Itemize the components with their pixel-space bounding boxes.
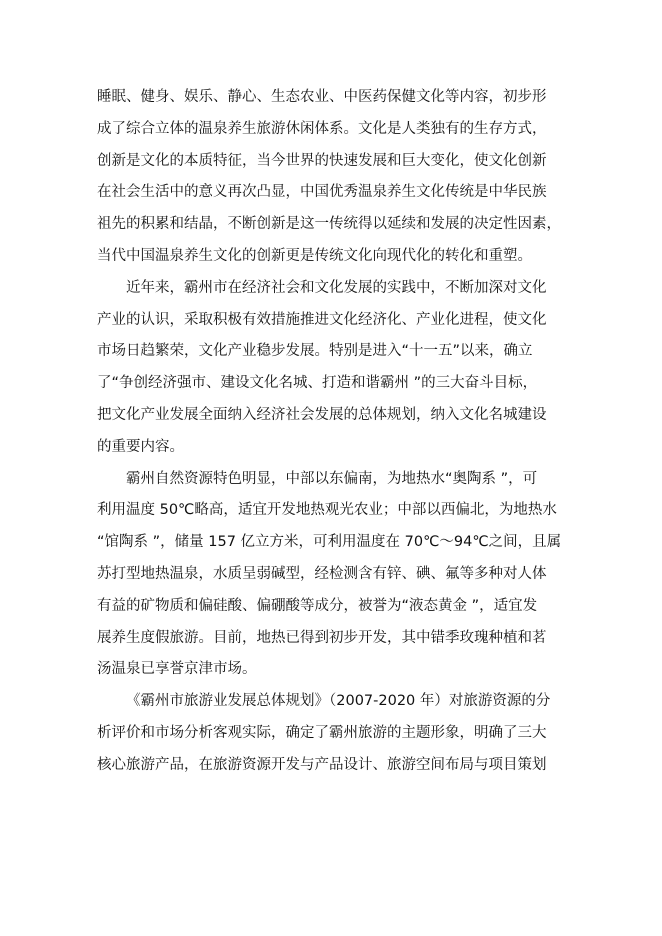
paragraph-4 xyxy=(97,686,589,781)
text-line: 近年来，霸州市在经济社会和文化发展的实践中，不断加深对文化 xyxy=(126,279,547,296)
text-line: 市场日趋繁荣，文化产业稳步发展。特别是进入“十一五”以来，确立 xyxy=(97,343,533,360)
text-line: 把文化产业发展全面纳入经济社会发展的总体规划，纳入文化名城建设 xyxy=(97,406,547,423)
text-line: 了“争创经济强市、建设文化名城、打造和谐霸州 ”的三大奋斗目标， xyxy=(97,375,538,392)
text-line: 祖先的积累和结晶，不断创新是这一传统得以延续和发展的决定性因素， xyxy=(97,216,561,233)
text-line: 产业的认识，采取积极有效措施推进文化经济化、产业化进程，使文化 xyxy=(97,311,547,328)
text-line: “馆陶系 ”，储量 157 亿立方米，可利用温度在 70℃～94℃之间，且属 xyxy=(97,534,562,551)
text-line: 析评价和市场分析客观实际，确定了霸州旅游的主题形象，明确了三大 xyxy=(97,724,547,741)
paragraph-3 xyxy=(97,464,589,687)
text-line: 展养生度假旅游。目前，地热已得到初步开发，其中错季玫瑰种植和茗 xyxy=(97,629,547,646)
text-line: 核心旅游产品，在旅游资源开发与产品设计、旅游空间布局与项目策划 xyxy=(97,756,547,773)
text-line: 的重要内容。 xyxy=(97,438,184,455)
text-line: 有益的矿物质和偏硅酸、偏硼酸等成分，被誉为“液态黄金 ”，适宜发 xyxy=(97,597,538,614)
text-line: 苏打型地热温泉，水质呈弱碱型，经检测含有锌、碘、氟等多种对人体 xyxy=(97,565,547,582)
document-page xyxy=(97,82,589,782)
text-line: 创新是文化的本质特征，当今世界的快速发展和巨大变化，使文化创新 xyxy=(97,152,547,169)
text-line: 汤温泉已享誉京津市场。 xyxy=(97,661,257,678)
paragraph-1 xyxy=(97,82,589,273)
text-line: 利用温度 50℃略高，适宜开发地热观光农业；中部以西偏北，为地热水 xyxy=(97,502,557,519)
text-line: 霸州自然资源特色明显，中部以东偏南，为地热水“奥陶系 ”，可 xyxy=(126,470,538,487)
paragraph-2 xyxy=(97,273,589,464)
text-line: 《霸州市旅游业发展总体规划》（2007-2020 年）对旅游资源的分 xyxy=(126,693,551,710)
text-line: 成了综合立体的温泉养生旅游休闲体系。文化是人类独有的生存方式， xyxy=(97,120,547,137)
text-line: 当代中国温泉养生文化的创新更是传统文化向现代化的转化和重塑。 xyxy=(97,247,532,264)
text-line: 睡眠、健身、娱乐、静心、生态农业、中医药保健文化等内容，初步形 xyxy=(97,89,547,105)
text-line: 在社会生活中的意义再次凸显，中国优秀温泉养生文化传统是中华民族 xyxy=(97,184,547,201)
